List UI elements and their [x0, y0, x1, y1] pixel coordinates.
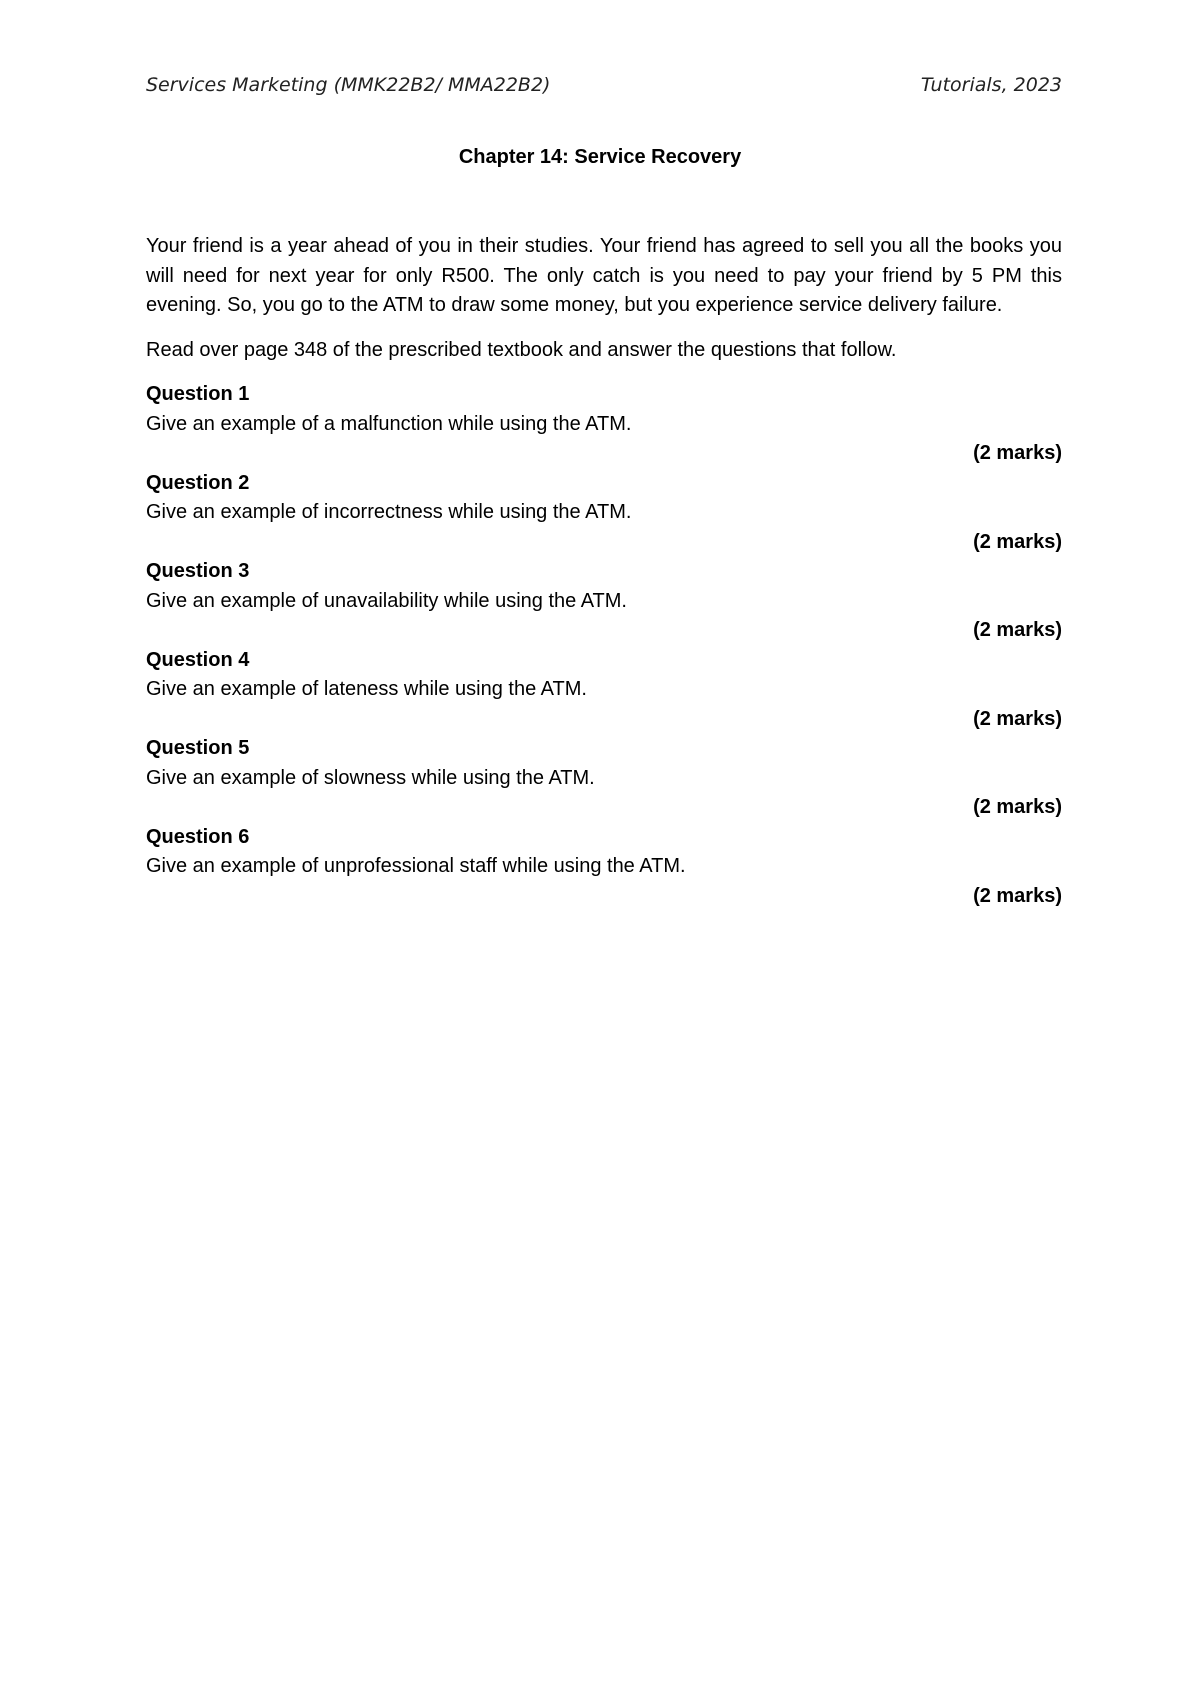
- question-1: [146, 380, 1062, 469]
- question-2: [146, 469, 1062, 558]
- question-heading: Question 1: [146, 383, 250, 405]
- intro-paragraph: Your friend is a year ahead of you in their studies. Your friend has agreed to sell you all the books you will need for next year for only R500. The only catch is you need to pay your friend by 5 PM this evening. So, you go to the ATM to draw some money, but you experience service delivery failure.: [146, 235, 1062, 316]
- question-heading: Question 4: [146, 648, 250, 671]
- document-body: [146, 232, 1062, 911]
- question-list: [146, 380, 1062, 911]
- question-3: [146, 557, 1062, 646]
- page-title: Chapter 14: Service Recovery: [458, 146, 742, 168]
- question-heading: Question 5: [146, 737, 250, 759]
- question-text: Give an example of unavailability while using the ATM.: [146, 589, 627, 612]
- question-4: [146, 646, 1062, 735]
- question-heading: Question 3: [146, 560, 250, 582]
- question-marks: (2 marks): [973, 442, 1062, 464]
- question-marks: (2 marks): [973, 796, 1062, 818]
- header-course-title: Services Marketing (MMK22B2/ MMA22B2): [146, 74, 551, 96]
- question-text: Give an example of lateness while using the ATM.: [146, 678, 587, 700]
- question-heading: Question 2: [146, 471, 250, 494]
- question-marks: (2 marks): [973, 619, 1062, 641]
- instruction-paragraph: Read over page 348 of the prescribed textbook and answer the questions that follow.: [146, 338, 897, 361]
- question-heading: Question 6: [146, 825, 250, 848]
- question-marks: (2 marks): [973, 530, 1062, 553]
- page-header: [146, 74, 1062, 102]
- question-text: Give an example of incorrectness while using the ATM.: [146, 501, 632, 523]
- question-marks: (2 marks): [973, 707, 1062, 730]
- question-6: [146, 823, 1062, 912]
- question-text: Give an example of a malfunction while using the ATM.: [146, 412, 632, 435]
- question-text: Give an example of unprofessional staff while using the ATM.: [146, 855, 686, 877]
- question-text: Give an example of slowness while using the ATM.: [146, 766, 595, 789]
- header-tutorial-year: Tutorials, 2023: [920, 74, 1062, 96]
- question-marks: (2 marks): [973, 884, 1062, 907]
- question-5: [146, 734, 1062, 823]
